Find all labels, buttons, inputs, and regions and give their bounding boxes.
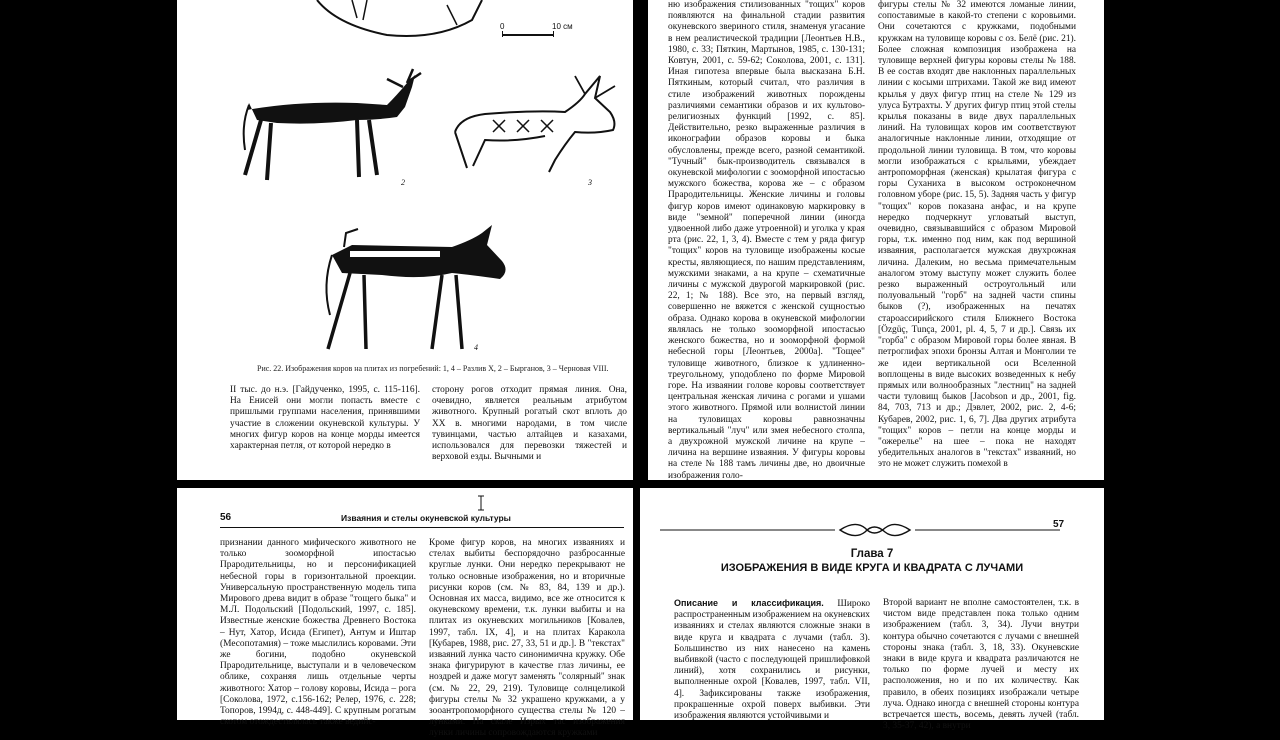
figure-number-4: 4: [474, 343, 478, 352]
chapter-label: Глава 7: [850, 548, 894, 560]
bottom-right-column-1: [674, 598, 870, 720]
running-head: Изваяния и стелы окуневской культуры: [341, 513, 511, 523]
text-cursor-icon: [478, 496, 484, 510]
top-left-column-1: II тыс. до н.э. [Гайдученко, 1995, с. 115-116]. На Енисей они могли попасть вместе с пришлыми группами населения, принявшими участие в сложении окуневской культуры. У многих фигур коров на конце морды имеется характерная петля, от которой нередко в: [230, 385, 420, 452]
scale-zero-label: 0: [500, 22, 505, 31]
figure-2-cow-drawing: [237, 65, 437, 190]
scale-bar: [500, 22, 620, 42]
section-heading: Описание и классификация.: [674, 598, 824, 608]
scan-page-bottom-left: [177, 488, 633, 739]
figure-3-cow-drawing: [445, 72, 625, 182]
chapter-title: ИЗОБРАЖЕНИЯ В ВИДЕ КРУГА И КВАДРАТА С ЛУЧАМИ: [720, 562, 1024, 574]
page-number-56: 56: [220, 512, 232, 523]
figure-number-3: 3: [588, 178, 592, 187]
bottom-left-column-2: Кроме фигур коров, на многих изваяниях и стелах выбиты беспорядочно разбросанные круглые лунки. Они нередко перекрывают не только основные изображения, но и вторичные рисунки коров (см. № 83, 84, 139 и др.). Основная их масса, видимо, все же относится к окуневскому времени, т.к. лунки выбиты и на плитах из окуневских могильников [Ковалев, 1997, табл. IX, 4], и на плитах Каракола [Кубарев, 1988, рис. 27, 33, 51 и др.]. В "текстах" изваяний лунка часто синонимична кружку. Обе знака фигурируют в качестве глаз личины, ее ноздрей и даже могут заменять "солярный" знак (см. № 22, 29, 219). Туловище солнцеликой фигуры стелы № 32 украшено кружками, а у зооантропоморфного существа стелы № 120 – лунками. На скале Изрых тас изображения лунки личины сопровождаются кружками: [429, 538, 625, 739]
figure-4-cow-drawing: [322, 225, 522, 355]
top-right-column-2: фигуры стелы № 32 имеются ломаные линии, сопоставимые в какой-то степени с коровьими. Они сочетаются с кружками, подобными кружкам на туловище коровы с оз. Белё (рис. 21). Более сложная композиция изображена на туловище верхней фигуры коровы стелы № 188. В ее состав входят две наклонных параллельных линии с косыми штрихами. Такой же вид имеют крылья у двух фигур птиц на стеле № 129 из улуса Бутрахты. У других фигур птиц этой стелы крылья показаны в виде двух параллельных линий. На туловищах коров им соответствуют аналогичные наклонные линии, отходящие от продольной линии туловища. В том, что коровы могли изображаться с крыльями, убеждает антропоморфная (женская) крылатая фигура с горы Суханиха в высоком остроконечном головном уборе (рис. 15, 5). Задняя часть у фигур "тощих" коров показана анфас, и на крупе нередко подчеркнут угловатый выступ, очевидно, связывавшийся с образом Мировой горы, т.к. именно под ним, как под вершиной изваяния, располагается мужская двухрожная личина. Далеким, но весьма примечательным аналогом этому выступу может служить более резко выраженный остроугольный или полуовальный "горб" на задней части спины быков (?), изображенных на печатях староассирийского стиля Ближнего Востока [Özgüç, Tunça, 2001, pl. 4, 5, 7 и др.]. Связь их "горба" с образом Мировой горы более явная. В петроглифах эпохи бронзы Алтая и Монголии те же идеи вертикальной оси Вселенной воплощены в виде высоких возведенных к небу прямых или волнообразных "лестниц" на задней части туловищ быков [Jacobson и др., 2001, fig. 84, 703, 713 и др.; Дэвлет, 2002, рис. 2, 4-6; Кубарев, 2002, рис. 1, 6, 7]. Два других атрибута "тощих" коров – петли на конце морды и "ожерелье" на шее – пока не находят убедительных аналогов в "текстах" изваяний, но это не может служить помехой в: [878, 0, 1076, 470]
figure-number-2: 2: [401, 178, 405, 187]
chapter-ornament: [660, 518, 1092, 542]
bottom-right-column-2: Второй вариант не вполне самостоятелен, т.к. в чистом виде представлен пока только одним изображением (табл. 3, 34). Лучи внутри контура обычно сочетаются с лучами с внешней стороны знака (табл. 3, 18, 33). Окуневские знаки в виде круга и квадрата различаются не только по форме лучей и месту их расположения, но и по их количеству. Как правило, в обеих позициях изображали четыре луча. Однако иногда с внешней стороны контура встречается шесть, восемь, девять лучей (табл. 3, 35-37, 42), а внутри: [883, 598, 1079, 732]
top-left-column-2: сторону рогов отходит прямая линия. Она, очевидно, является реальным атрибутом животного. Крупный рогатый скот вплоть до XX в. многими народами, в том числе тувинцами, частью алтайцев и казахами, использовался для перевозки тяжестей и верховой езды. Вычными и: [432, 385, 627, 463]
top-right-column-1: ню изображения стилизованных "тощих" коров появляются на финальной стадии развития окуневского звериного стиля, знаменуя угасание в нем реалистической традиции [Леонтьев Н.В., 1980, с. 33; Пяткин, Мартынов, 1985, с. 130-131; Ковтун, 2001, с. 59-62; Соколова, 2001, с. 131]. Иная гипотеза впервые была высказана Б.Н. Пяткиным, который считал, что различия в стиле изображений животных порождены различиями семантики образов и их культово-религиозных функций [1992, с. 85]. Действительно, резко выраженные различия в иконографии образов коровы и быка обусловлены, прежде всего, разной семантикой. "Тучный" бык-производитель связывался в окуневской мифологии с зооморфной ипостасью мужского божества, корова же – с образом Прародительницы. Женские личины и головы фигур коров имеют одинаковую маркировку в виде "земной" поперечной линии (иногда удвоенной либо даже утроенной) и уголка у края рта (рис. 22, 1, 3, 4). Вместе с тем у ряда фигур "тощих" коров на туловище изображены косые кресты, являющиеся, по нашим представлениям, мужскими знаками, а на крупе – схематичные личины с мужской двурогой маркировкой (рис. 22, 1; № 188). Все это, на первый взгляд, совершенно не вяжется с женской сущностью образа. Однако корова в окуневской мифологии являлась не только зооморфной ипостасью женского божества, но и зооморфной формой небесной горы [Леонтьев, 2000а]. "Тощее" туловище животного, близкое к удлиненно-треугольному, уподоблено по форме Мировой горе. На изваянии голове коровы соответствует центральная женская личина с рогами и ушами этого животного. Прямой или волнистой линии на туловищах коровы равнозначны вертикальный "луч" или змея небесного столпа, а двухрожной мужской личине на крупе – личина на вершине изваяния. У фигуры коровы на стеле № 188 тамъ личины две, но двоичные изображения голо-: [668, 0, 865, 481]
scale-ten-label: 10 см: [552, 22, 573, 31]
scan-page-top-right: [648, 0, 1104, 480]
scan-page-bottom-right: [640, 488, 1104, 732]
bottom-left-column-1: признании данного мифического животного не только зооморфной ипостасью Прародительницы, но и персонификацией небесной горы в горизонтальной проекции. Универсальную пространственную модель типа Мирового древа видит в образе "тощего быка" и М.Л. Подольский [Подольский, 1997, с. 185]. Известные женские божества Древнего Востока – Нут, Хатор, Исида (Египет), Антум и Иштар (Месопотамия) – тоже мыслились коровами. Эти же богини, подобно окуневской Прародительнице, выступали и в человеческом облике, сохраняя лишь отдельные черты животного: Хатор – голову коровы, Исида – рога [Соколова, 1972, с.156-162; Релер, 1976, с. 228; Топоров, 1994д, с. 448-449]. С крупным рогатым скотом отождествлялась также ведийс-: [220, 538, 416, 728]
section-text: Широко распространенным изображением на окуневских изваяниях и стелах являются сложные знаки в виде круга и квадрата с лучами (табл. 3). Большинство из них нанесено на камень выбивкой (часто с последующей пришлифовкой линий), хотя сохранились и рисунки, выполненные охрой [Ковалев, 1997, табл. VII, 4]. Зафиксированы также изображения, прокрашенные охрой поверх выбивки. Эти изображения являются устойчивыми и: [674, 599, 871, 722]
page-number-57: 57: [1053, 519, 1065, 530]
scan-page-top-left: [177, 0, 633, 480]
figure-1-fragment: [297, 0, 497, 40]
figure-22-caption: Рис. 22. Изображения коров на плитах из погребений: 1, 4 – Разлив X, 2 – Бырганов, 3 – Черновая VIII.: [257, 364, 609, 373]
